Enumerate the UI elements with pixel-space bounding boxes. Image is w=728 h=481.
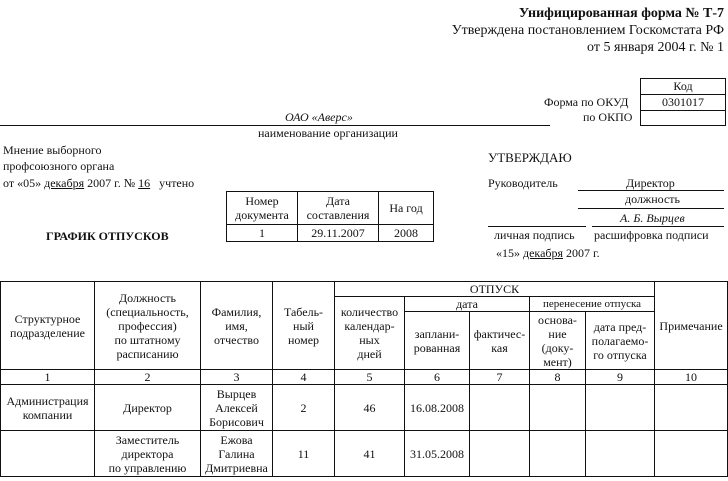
row-basis [530,385,586,431]
row-basis [530,431,586,477]
h-position-l4: по штатному [114,332,181,347]
row-days: 46 [335,385,405,431]
organization-caption: наименование организации [258,126,398,140]
row-position-l2: директора [121,446,174,461]
row-expected [586,431,655,477]
h-expected-l3: го отпуска [593,347,647,362]
union-line1: Мнение выборного [3,143,102,157]
h-expected-l1: дата пред- [593,319,647,334]
h-basis [530,312,586,370]
row-name [201,431,273,477]
row-name-l3: Дмитриевна [205,460,268,475]
row-unit [1,431,95,477]
position-line2 [578,208,724,209]
row-planned: 16.08.2008 [405,385,470,431]
signature-caption: личная подпись [494,228,575,242]
h-days-l1: количество [340,305,399,319]
col-num: 7 [470,370,530,385]
row-unit-l2: компании [22,407,73,422]
signature-line [488,226,586,227]
approval-title: УТВЕРЖДАЮ [488,150,572,165]
h-days [335,297,405,370]
row-actual [470,385,530,431]
h-position-l1: Должность [118,290,177,305]
h-basis-l1: основа- [538,312,577,327]
signature-name: А. Б. Вырцев [620,211,685,225]
h-name-l2: имя, [225,318,248,333]
union-date-year: 2007 г. № [87,176,136,190]
row-actual [470,431,530,477]
h-planned-l2: рованная [413,340,461,355]
row-name-l1: Ежова [220,432,253,447]
row-name-l2: Алексей [215,400,258,415]
row-position [95,431,201,477]
doc-date-header-l1: Дата [326,194,350,208]
okud-label: Форма по ОКУД [544,95,629,109]
row-name-l3: Борисович [209,414,264,429]
h-basis-l2: ние [548,326,567,341]
okpo-label: по ОКПО [583,110,633,124]
h-position [95,282,201,370]
h-name-l3: отчество [214,332,259,347]
approval-position: Директор [626,176,675,190]
row-tab: 11 [273,431,335,477]
h-days-l4: дней [357,347,382,361]
col-num: 1 [1,370,95,385]
h-days-l2: календар- [344,319,395,333]
doc-date: 29.11.2007 [298,225,379,242]
doc-number-header-l2: документа [235,208,289,222]
doc-year-header: На год [379,192,434,225]
h-basis-l3: (доку- [541,340,574,355]
row-position-l1: Директор [123,400,172,415]
union-date-prefix: от «05» [3,176,42,190]
h-tab-l3: номер [287,332,320,347]
h-tab-l2: ный [293,318,314,333]
vacation-table [0,281,728,477]
union-number: 16 [138,176,151,190]
h-name [201,282,273,370]
row-name [201,385,273,431]
row-unit-l1: Администрация [6,393,89,408]
h-days-l3: ных [359,333,380,347]
row-position-l3: по управлению [108,460,187,475]
h-vacation: ОТПУСК [335,282,655,297]
doc-date-header [298,192,379,225]
row-name-l1: Вырцев [216,386,257,401]
doc-year: 2008 [379,225,434,242]
h-planned [405,312,470,370]
row-name-l2: Галина [218,446,255,461]
h-actual-l1: фактичес- [473,326,526,341]
col-num: 2 [95,370,201,385]
col-numbers-row [1,370,728,385]
h-position-l5: расписанию [116,346,179,361]
h-unit-l2: подразделение [10,325,85,340]
h-note: Примечание [655,282,728,370]
h-unit [1,282,95,370]
approval-date-month: декабря [523,246,564,260]
form-title: Унифицированная форма № Т-7 [518,6,724,21]
row-position [95,385,201,431]
decode-caption: расшифровка подписи [594,228,709,242]
doc-title: ГРАФИК ОТПУСКОВ [46,229,169,243]
doc-info-table [226,191,434,242]
doc-number: 1 [227,225,298,242]
union-date-month: декабря [44,176,85,190]
h-transfer: перенесение отпуска [530,297,655,312]
col-num: 4 [273,370,335,385]
row-days: 41 [335,431,405,477]
organization-name: ОАО «Аверс» [285,110,353,124]
doc-number-header-l1: Номер [245,194,279,208]
col-num: 8 [530,370,586,385]
row-note [655,431,728,477]
h-name-l1: Фамилия, [211,304,262,319]
col-num: 5 [335,370,405,385]
h-position-l2: (специальность, [106,304,189,319]
approval-date-year: 2007 г. [566,246,600,260]
col-num: 9 [586,370,655,385]
col-num: 10 [655,370,728,385]
table-row [1,385,728,431]
h-expected [586,312,655,370]
h-basis-l4: мент) [543,354,572,369]
approval-role: Руководитель [488,176,558,190]
h-actual [470,312,530,370]
table-row [1,431,728,477]
union-suffix: учтено [159,176,195,190]
row-tab: 2 [273,385,335,431]
h-tab [273,282,335,370]
h-tab-l1: Табель- [283,304,324,319]
union-date [3,176,194,191]
row-note [655,385,728,431]
okud-value: 0301017 [641,95,726,111]
row-position-l1: Заместитель [115,432,180,447]
h-position-l3: профессия) [118,318,177,333]
decode-line [592,226,724,227]
codes-header: Код [641,79,726,95]
col-num: 3 [201,370,273,385]
okpo-value [641,111,726,126]
approved-date: от 5 января 2004 г. № 1 [587,40,724,55]
h-planned-l1: заплани- [414,326,460,341]
row-expected [586,385,655,431]
col-num: 6 [405,370,470,385]
approval-date [496,246,600,261]
union-line2: профсоюзного органа [3,159,115,173]
h-unit-l1: Структурное [14,311,81,326]
doc-date-header-l2: составления [306,208,370,222]
position-line [578,190,724,191]
row-unit [1,385,95,431]
h-expected-l2: полагаемо- [591,333,649,348]
row-planned: 31.05.2008 [405,431,470,477]
h-actual-l2: кая [491,340,508,355]
doc-number-header [227,192,298,225]
approval-date-prefix: «15» [496,246,520,260]
h-date: дата [405,297,530,312]
approved-by: Утверждена постановлением Госкомстата РФ [451,23,724,38]
codes-table [640,78,726,126]
position-caption: должность [625,192,680,206]
